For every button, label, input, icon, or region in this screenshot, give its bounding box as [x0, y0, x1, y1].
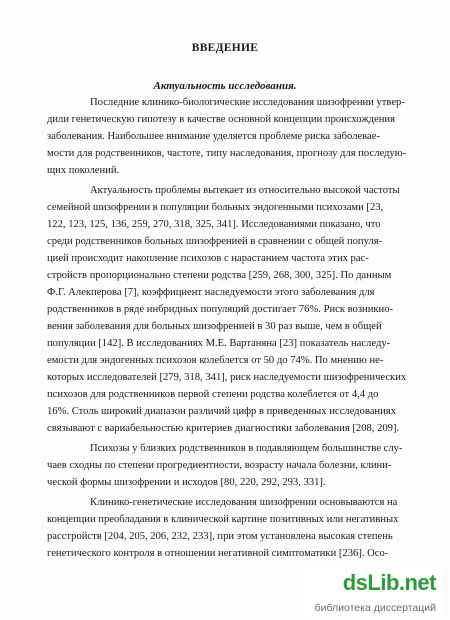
text-line: Психозы у близких родственников в подавляющем большинстве слу- — [90, 443, 403, 454]
text-line: семейной шизофрении в популяции больных эндогенными психозами [23, — [47, 202, 384, 213]
text-line: вения заболевания для больных шизофренией в 30 раз выше, чем в общей — [47, 321, 382, 332]
text-line: чаев сходны по степени прогредиентности, возрасту начала болезни, клини- — [47, 460, 392, 471]
text-line: емости для эндогенных психозов колеблется от 50 до 74%. По мнению не- — [47, 355, 384, 366]
text-line: популяции [142]. В исследованиях М.Е. Вартаняна [23] показатель наследу- — [47, 338, 391, 349]
text-line: 16%. Столь широкий диапазон различий цифр в приведенных исследованиях — [47, 406, 396, 417]
page-heading: ВВЕДЕНИЕ — [191, 42, 259, 54]
text-line: которых исследователей [279, 318, 341], риск наследуемости шизофренических — [47, 372, 407, 383]
text-line: связывают с вариабельностью критериев диагностики заболевания [208, 209]. — [47, 423, 400, 434]
text-line: 122, 123, 125, 136, 259, 270, 318, 325, 341]. Исследованиями показано, что — [47, 219, 381, 230]
text-line: Клинико-генетические исследования шизофрении основываются на — [90, 497, 398, 508]
text-line: генетического контроля в отношении негативной симптоматики [236]. Осо- — [47, 548, 389, 559]
text-line: расстройств [204, 205, 206, 232, 233], при этом установлена высокая степень — [47, 531, 393, 542]
text-line: Актуальность проблемы вытекает из относительно высокой частоты — [90, 185, 400, 196]
text-line: мости для родственников, частоте, типу наследования, прогнозу для последую- — [47, 148, 407, 159]
section-subheading: Актуальность исследования. — [153, 80, 297, 92]
text-line: Последние клинико-биологические исследования шизофрении утвер- — [90, 97, 405, 108]
text-line: ческой формы шизофрении и исходов [80, 220, 292, 293, 331]. — [47, 477, 326, 488]
text-line: среди родственников больных шизофренией в сравнении с общей популя- — [47, 236, 383, 247]
text-line: заболевания. Наибольшее внимание уделяется проблеме риска заболевае- — [47, 131, 380, 142]
text-line: стройств пропорционально степени родства [259, 268, 300, 325]. По данным — [47, 270, 392, 281]
text-line: Ф.Г. Алекперова [7], коэффициент наследуемости этого заболевания для — [47, 287, 375, 298]
watermark[interactable] — [306, 568, 444, 616]
text-line: цией происходит накопление психозов с нарастанием частота этих рас- — [47, 253, 369, 264]
text-line: дили генетическую гипотезу в качестве основной концепции происхождения — [47, 114, 395, 125]
watermark-logo: dsLib.net — [342, 570, 436, 595]
text-line: психозов для родственников первой степени родства колеблется от 4,4 до — [47, 389, 379, 400]
text-line: щих поколений. — [47, 165, 120, 176]
text-line: родственников в ряде инбридных популяций достигает 76%. Риск возникно- — [47, 304, 394, 315]
watermark-caption: библиотека диссертаций — [314, 602, 436, 614]
text-line: концепции преобладания в клинической картине позитивных или негативных — [47, 514, 399, 525]
